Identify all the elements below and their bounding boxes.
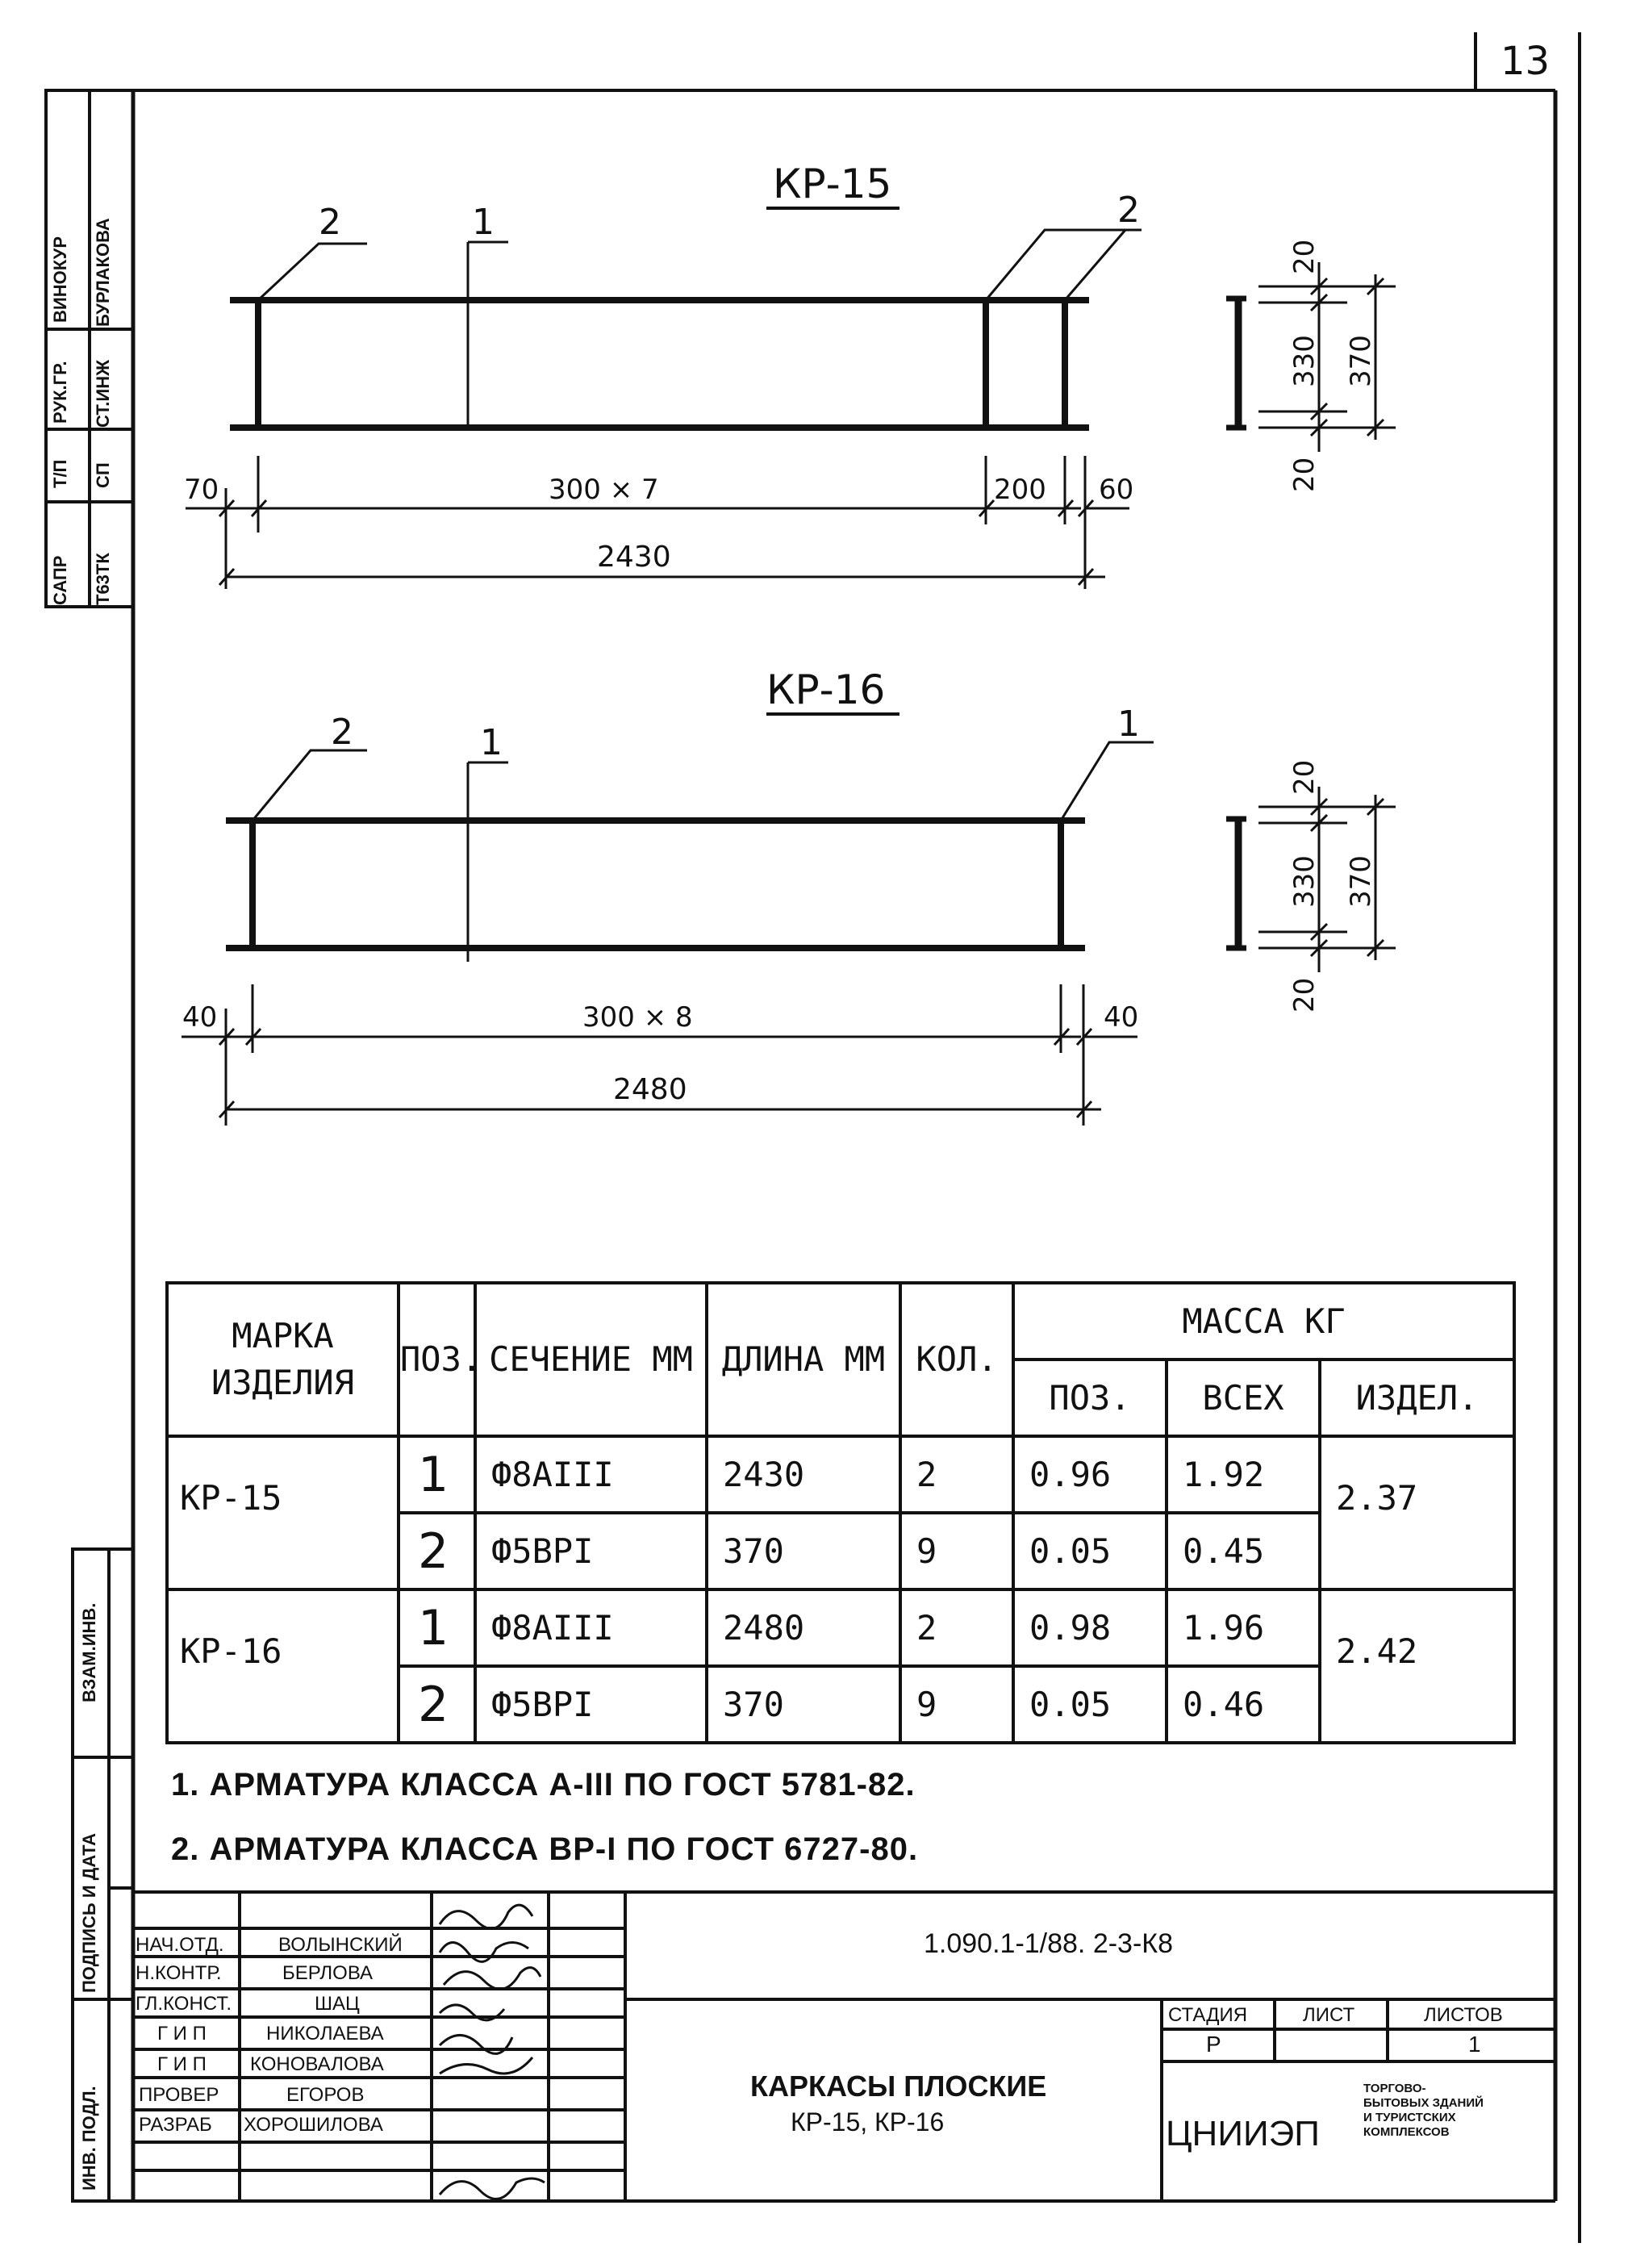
staff-name: НИКОЛАЕВА [266, 2023, 384, 2045]
note-1: 1. АРМАТУРА КЛАССА А-III ПО ГОСТ 5781-82. [171, 1767, 916, 1802]
header-mass-all: ВСЕХ [1167, 1360, 1320, 1436]
length: 370 [707, 1666, 900, 1743]
header-mark: МАРКА ИЗДЕЛИЯ [167, 1283, 399, 1436]
kr15-dim-total: 2430 [597, 541, 671, 574]
staff-role: НАЧ.ОТД. [136, 1934, 224, 1956]
staff-role: ПРОВЕР [139, 2084, 219, 2106]
kr16-sec-bottom: 20 [1288, 977, 1321, 1013]
quantity: 2 [900, 1436, 1013, 1513]
table-row [167, 1436, 1514, 1513]
kr15-dim-right-end: 60 [1099, 474, 1134, 506]
table-row [167, 1589, 1514, 1666]
mass-item: 2.42 [1320, 1589, 1514, 1743]
kr16-dim-left-end: 40 [182, 1001, 218, 1034]
mass-pos: 0.05 [1013, 1513, 1167, 1589]
section: Ф8AIII [475, 1436, 707, 1513]
kr15-callout-mid: 1 [472, 202, 495, 243]
kr16-sec-overall: 370 [1345, 855, 1377, 908]
side-stamp-item: Т/П [50, 459, 70, 488]
staff-role: ГЛ.КОНСТ. [136, 1993, 232, 2015]
kr16-sec-middle: 330 [1288, 855, 1321, 908]
kr16-callout-right: 1 [1117, 704, 1140, 745]
side-stamp-item: РУК.ГР. [50, 361, 70, 424]
sheet-label: ЛИСТ [1303, 2004, 1355, 2026]
staff-name: ХОРОШИЛОВА [244, 2114, 383, 2136]
product-mark: КР-15 [167, 1436, 399, 1589]
kr15-callout-right: 2 [1117, 190, 1140, 231]
position: 1 [399, 1589, 475, 1666]
mass-pos: 0.96 [1013, 1436, 1167, 1513]
organization-note: ТОРГОВО-БЫТОВЫХ ЗДАНИЙ И ТУРИСТСКИХ КОМПЛЕКСОВ [1363, 2082, 1484, 2139]
kr16-sec-top: 20 [1288, 759, 1321, 795]
position: 1 [399, 1436, 475, 1513]
kr16-dim-total: 2480 [613, 1073, 687, 1106]
signatures [440, 1905, 545, 2199]
side-stamp-item: ИНВ. ПОДЛ. [79, 2086, 99, 2191]
staff-role: РАЗРАБ [139, 2114, 212, 2136]
length: 370 [707, 1513, 900, 1589]
drawing-title-line2: КР-15, КР-16 [791, 2107, 945, 2136]
staff-role: Г И П [157, 2023, 207, 2045]
sheets-value: 1 [1468, 2032, 1481, 2057]
section: Ф5ВРI [475, 1666, 707, 1743]
position: 2 [399, 1513, 475, 1589]
kr15-dim-spacing: 300 × 7 [549, 474, 659, 506]
quantity: 9 [900, 1666, 1013, 1743]
quantity: 2 [900, 1589, 1013, 1666]
spec-table [165, 1281, 1516, 1744]
mass-all: 0.45 [1167, 1513, 1320, 1589]
kr16-callout-left: 2 [331, 712, 353, 753]
frame-kr16 [182, 742, 1154, 1126]
length: 2480 [707, 1589, 900, 1666]
side-stamp-item: ПОДПИСЬ И ДАТА [79, 1832, 99, 1993]
mass-all: 1.96 [1167, 1589, 1320, 1666]
section: Ф8AIII [475, 1589, 707, 1666]
kr15-sec-overall: 370 [1345, 335, 1377, 387]
organization: ЦНИИЭП [1166, 2114, 1320, 2153]
position: 2 [399, 1666, 475, 1743]
staff-role: Г И П [157, 2053, 207, 2075]
staff-name: БЕРЛОВА [282, 1962, 374, 1984]
side-stamp-item: Т63ТК [93, 553, 113, 605]
stage-label: СТАДИЯ [1168, 2004, 1248, 2026]
document-code: 1.090.1-1/88. 2-3-К8 [924, 1928, 1174, 1959]
staff-name: КОНОВАЛОВА [250, 2053, 384, 2075]
quantity: 9 [900, 1513, 1013, 1589]
product-mark: КР-16 [167, 1589, 399, 1743]
side-stamp-item: БУРЛАКОВА [93, 218, 113, 327]
sheet-number: 13 [1501, 39, 1551, 84]
header-length: ДЛИНА ММ [707, 1283, 900, 1436]
drawing-title-line1: КАРКАСЫ ПЛОСКИЕ [750, 2070, 1047, 2103]
staff-name: ШАЦ [315, 1993, 360, 2015]
kr15-callout-left: 2 [319, 202, 341, 243]
staff-name: ЕГОРОВ [286, 2084, 365, 2106]
kr16-title: КР-16 [766, 666, 886, 713]
staff-role: Н.КОНТР. [136, 1962, 222, 1984]
mass-all: 0.46 [1167, 1666, 1320, 1743]
side-stamp-item: САПР [50, 555, 70, 605]
kr16-dim-right-end: 40 [1104, 1001, 1139, 1034]
side-stamp-item: ВЗАМ.ИНВ. [79, 1602, 99, 1702]
header-section: СЕЧЕНИЕ ММ [475, 1283, 707, 1436]
kr16-dim-spacing: 300 × 8 [582, 1001, 693, 1034]
kr15-dim-right-spacing: 200 [994, 474, 1046, 506]
kr15-sec-middle: 330 [1288, 335, 1321, 387]
note-2: 2. АРМАТУРА КЛАССА ВР-I ПО ГОСТ 6727-80. [171, 1832, 919, 1867]
staff-name: ВОЛЫНСКИЙ [278, 1934, 403, 1956]
kr15-dim-left-end: 70 [184, 474, 219, 506]
kr16-callout-mid: 1 [480, 722, 503, 763]
header-mass-item: ИЗДЕЛ. [1320, 1360, 1514, 1436]
kr15-title: КР-15 [773, 161, 892, 207]
sheets-label: ЛИСТОВ [1424, 2004, 1503, 2026]
kr15-sec-bottom: 20 [1288, 457, 1321, 492]
header-mass-group: МАССА КГ [1013, 1283, 1514, 1360]
kr15-sec-top: 20 [1288, 239, 1321, 274]
frame-kr15 [186, 230, 1142, 589]
section: Ф5ВРI [475, 1513, 707, 1589]
header-pos: ПОЗ. [399, 1283, 475, 1436]
mass-pos: 0.98 [1013, 1589, 1167, 1666]
mass-pos: 0.05 [1013, 1666, 1167, 1743]
length: 2430 [707, 1436, 900, 1513]
mass-item: 2.37 [1320, 1436, 1514, 1589]
stage-value: Р [1206, 2032, 1221, 2057]
side-stamp-item: СТ.ИНЖ [93, 360, 113, 428]
side-stamp-upper [46, 90, 133, 607]
header-mass-pos: ПОЗ. [1013, 1360, 1167, 1436]
mass-all: 1.92 [1167, 1436, 1320, 1513]
side-stamp-item: СП [93, 462, 113, 488]
side-stamp-item: ВИНОКУР [50, 236, 70, 323]
header-qty: КОЛ. [900, 1283, 1013, 1436]
